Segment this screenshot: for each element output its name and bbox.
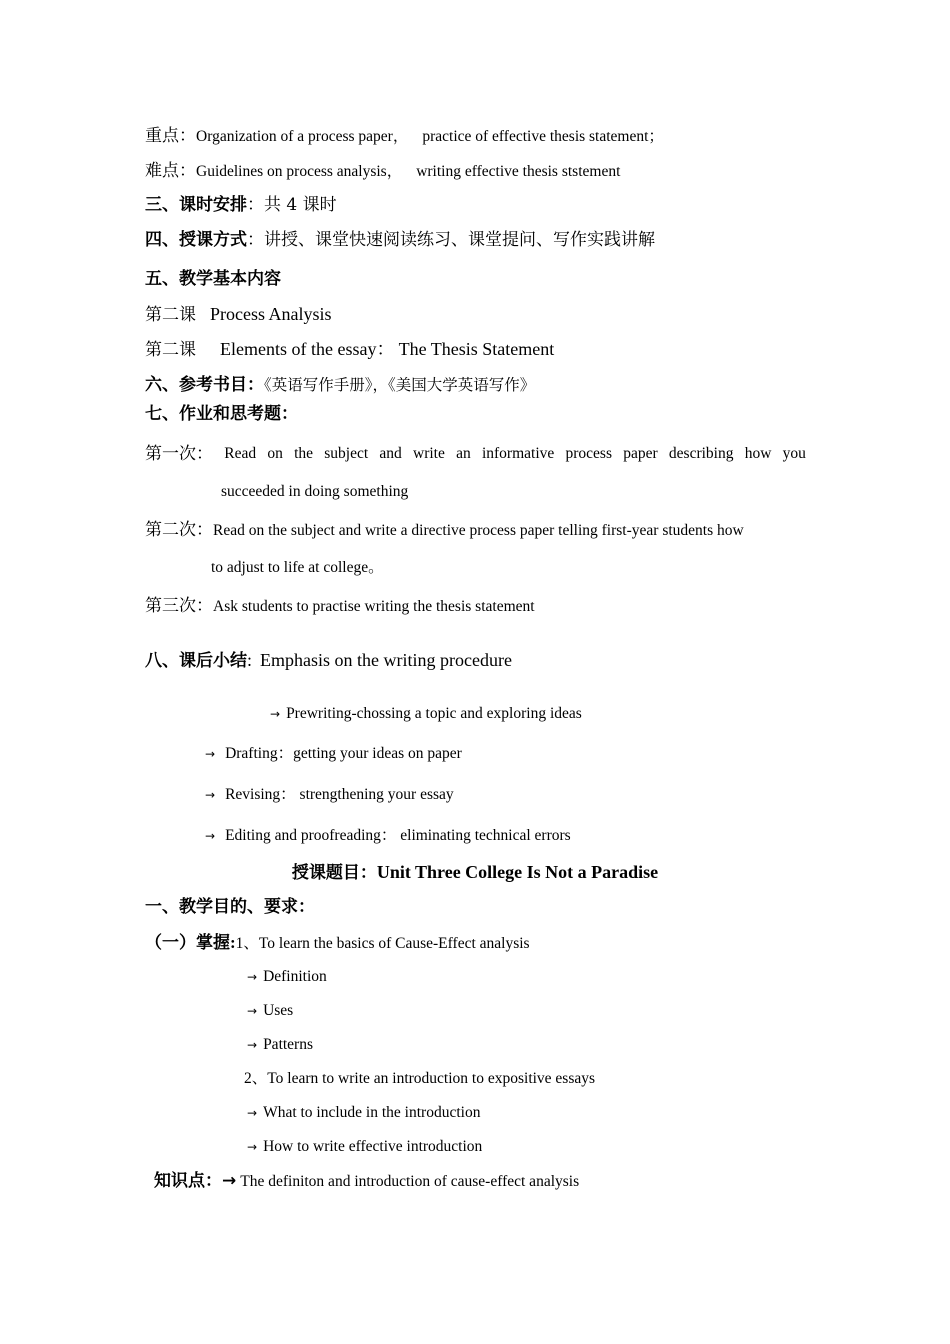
section-8-colon: : bbox=[247, 650, 253, 670]
homework-3-line bbox=[145, 598, 535, 615]
mastery-line bbox=[145, 934, 530, 952]
key-points-text-1: Organization of a process paper， bbox=[196, 128, 409, 145]
section-1-heading-line bbox=[145, 899, 315, 916]
section-4-colon: ： bbox=[247, 230, 264, 250]
step-editing bbox=[205, 828, 571, 844]
homework-1-word: an bbox=[456, 445, 471, 462]
homework-2-text: Read on the subject and write a directive process paper telling first-year students how bbox=[213, 522, 744, 539]
lesson-1-text: Process Analysis bbox=[210, 304, 332, 324]
lesson-2-line bbox=[145, 340, 554, 359]
step-revising bbox=[205, 787, 454, 803]
homework-1-word: the bbox=[294, 445, 313, 462]
section-4-text: 讲授、课堂快速阅读练习、课堂提问、写作实践讲解 bbox=[264, 230, 655, 250]
key-points-line bbox=[145, 128, 664, 145]
knowledge-point-label: 知识点： bbox=[154, 1171, 222, 1191]
section-6-line bbox=[145, 377, 535, 394]
right-arrow-icon: → bbox=[222, 1171, 237, 1191]
unit-title-label: 授课题目： bbox=[291, 863, 377, 883]
right-arrow-icon: → bbox=[247, 1004, 258, 1018]
section-3-heading: 三、课时安排 bbox=[145, 195, 247, 215]
homework-1-word: write bbox=[413, 445, 445, 462]
lesson-2-text: Elements of the essay： The Thesis Statement bbox=[220, 339, 555, 359]
section-8-heading: 八、课后小结 bbox=[145, 651, 247, 671]
step-text: Revising： strengthening your essay bbox=[225, 786, 454, 803]
step-text: Drafting：getting your ideas on paper bbox=[225, 745, 462, 762]
section-3-colon: ： bbox=[247, 195, 264, 215]
point-what-to-include bbox=[247, 1105, 480, 1121]
homework-1-label: 第一次： bbox=[145, 444, 213, 464]
section-7-heading-line bbox=[145, 406, 298, 423]
point-text: What to include in the introduction bbox=[263, 1104, 481, 1121]
difficult-points-line bbox=[145, 163, 620, 180]
homework-2-line-2: to adjust to life at college。 bbox=[211, 559, 384, 576]
right-arrow-icon: → bbox=[247, 1038, 258, 1052]
point-text: Definition bbox=[263, 968, 327, 985]
lesson-1-label: 第二课 bbox=[145, 305, 196, 325]
homework-3-label: 第三次： bbox=[145, 596, 213, 616]
point-text: How to write effective introduction bbox=[263, 1138, 483, 1155]
mastery-item-2: 2、To learn to write an introduction to expositive essays bbox=[244, 1070, 596, 1087]
homework-1-word: describing bbox=[668, 445, 734, 462]
homework-1-word: subject bbox=[324, 445, 369, 462]
section-5-heading-line bbox=[145, 271, 281, 288]
point-patterns bbox=[247, 1037, 313, 1053]
right-arrow-icon: → bbox=[270, 707, 281, 721]
unit-title-line bbox=[0, 863, 950, 882]
right-arrow-icon: → bbox=[247, 1140, 258, 1154]
section-4-heading: 四、授课方式 bbox=[145, 230, 247, 250]
mastery-label: （一）掌握 bbox=[145, 933, 230, 953]
section-3-text: 共 4 课时 bbox=[264, 195, 337, 215]
lesson-2-label: 第二课 bbox=[145, 340, 196, 360]
section-1-heading: 一、教学目的、要求： bbox=[145, 897, 315, 917]
difficult-points-text-1: Guidelines on process analysis， bbox=[196, 163, 403, 180]
section-6-heading: 六、参考书目： bbox=[145, 375, 264, 395]
step-text: Prewriting-chossing a topic and exploring ideas bbox=[286, 705, 582, 722]
difficult-points-text-2: writing effective thesis ststement bbox=[416, 163, 621, 180]
section-3-line bbox=[145, 197, 337, 214]
key-points-text-2: practice of effective thesis statement； bbox=[422, 128, 664, 145]
homework-1-word: process bbox=[565, 445, 613, 462]
homework-2-line-1 bbox=[145, 522, 744, 539]
homework-2-label: 第二次： bbox=[145, 520, 213, 540]
right-arrow-icon: → bbox=[205, 788, 216, 802]
right-arrow-icon: → bbox=[205, 747, 216, 761]
section-6-text: 《英语写作手册》，《美国大学英语写作》 bbox=[264, 376, 536, 394]
right-arrow-icon: → bbox=[247, 970, 258, 984]
point-uses bbox=[247, 1003, 293, 1019]
step-drafting bbox=[205, 746, 462, 762]
section-8-text: Emphasis on the writing procedure bbox=[260, 650, 512, 670]
lesson-1-line bbox=[145, 305, 332, 324]
homework-1-word: and bbox=[379, 445, 402, 462]
point-text: Patterns bbox=[263, 1036, 313, 1053]
homework-1-word: on bbox=[267, 445, 283, 462]
step-prewriting bbox=[270, 706, 582, 722]
difficult-points-label: 难点： bbox=[145, 161, 196, 181]
right-arrow-icon: → bbox=[247, 1106, 258, 1120]
homework-1-line-2: succeeded in doing something bbox=[221, 483, 409, 500]
homework-1-word: Read bbox=[224, 445, 257, 462]
section-8-line bbox=[145, 651, 512, 670]
step-text: Editing and proofreading： eliminating technical errors bbox=[225, 827, 571, 844]
point-how-to-write bbox=[247, 1139, 482, 1155]
mastery-item-1: 1、To learn the basics of Cause-Effect analysis bbox=[235, 935, 530, 952]
point-definition bbox=[247, 969, 327, 985]
homework-1-word: paper bbox=[623, 445, 658, 462]
section-5-heading: 五、教学基本内容 bbox=[145, 269, 281, 289]
right-arrow-icon: → bbox=[205, 829, 216, 843]
homework-1-line-1 bbox=[145, 446, 806, 463]
knowledge-point-line bbox=[154, 1173, 579, 1190]
knowledge-point-text: The definiton and introduction of cause-effect analysis bbox=[240, 1173, 580, 1190]
section-4-line bbox=[145, 232, 655, 249]
homework-1-word: you bbox=[782, 445, 806, 462]
mastery-colon: : bbox=[230, 933, 236, 952]
point-text: Uses bbox=[263, 1002, 294, 1019]
homework-3-text: Ask students to practise writing the thesis statement bbox=[213, 598, 535, 615]
section-7-heading: 七、作业和思考题： bbox=[145, 404, 298, 424]
key-points-label: 重点： bbox=[145, 126, 196, 146]
homework-1-word: how bbox=[744, 445, 772, 462]
unit-title-text: Unit Three College Is Not a Paradise bbox=[376, 862, 659, 882]
homework-1-word: informative bbox=[481, 445, 555, 462]
